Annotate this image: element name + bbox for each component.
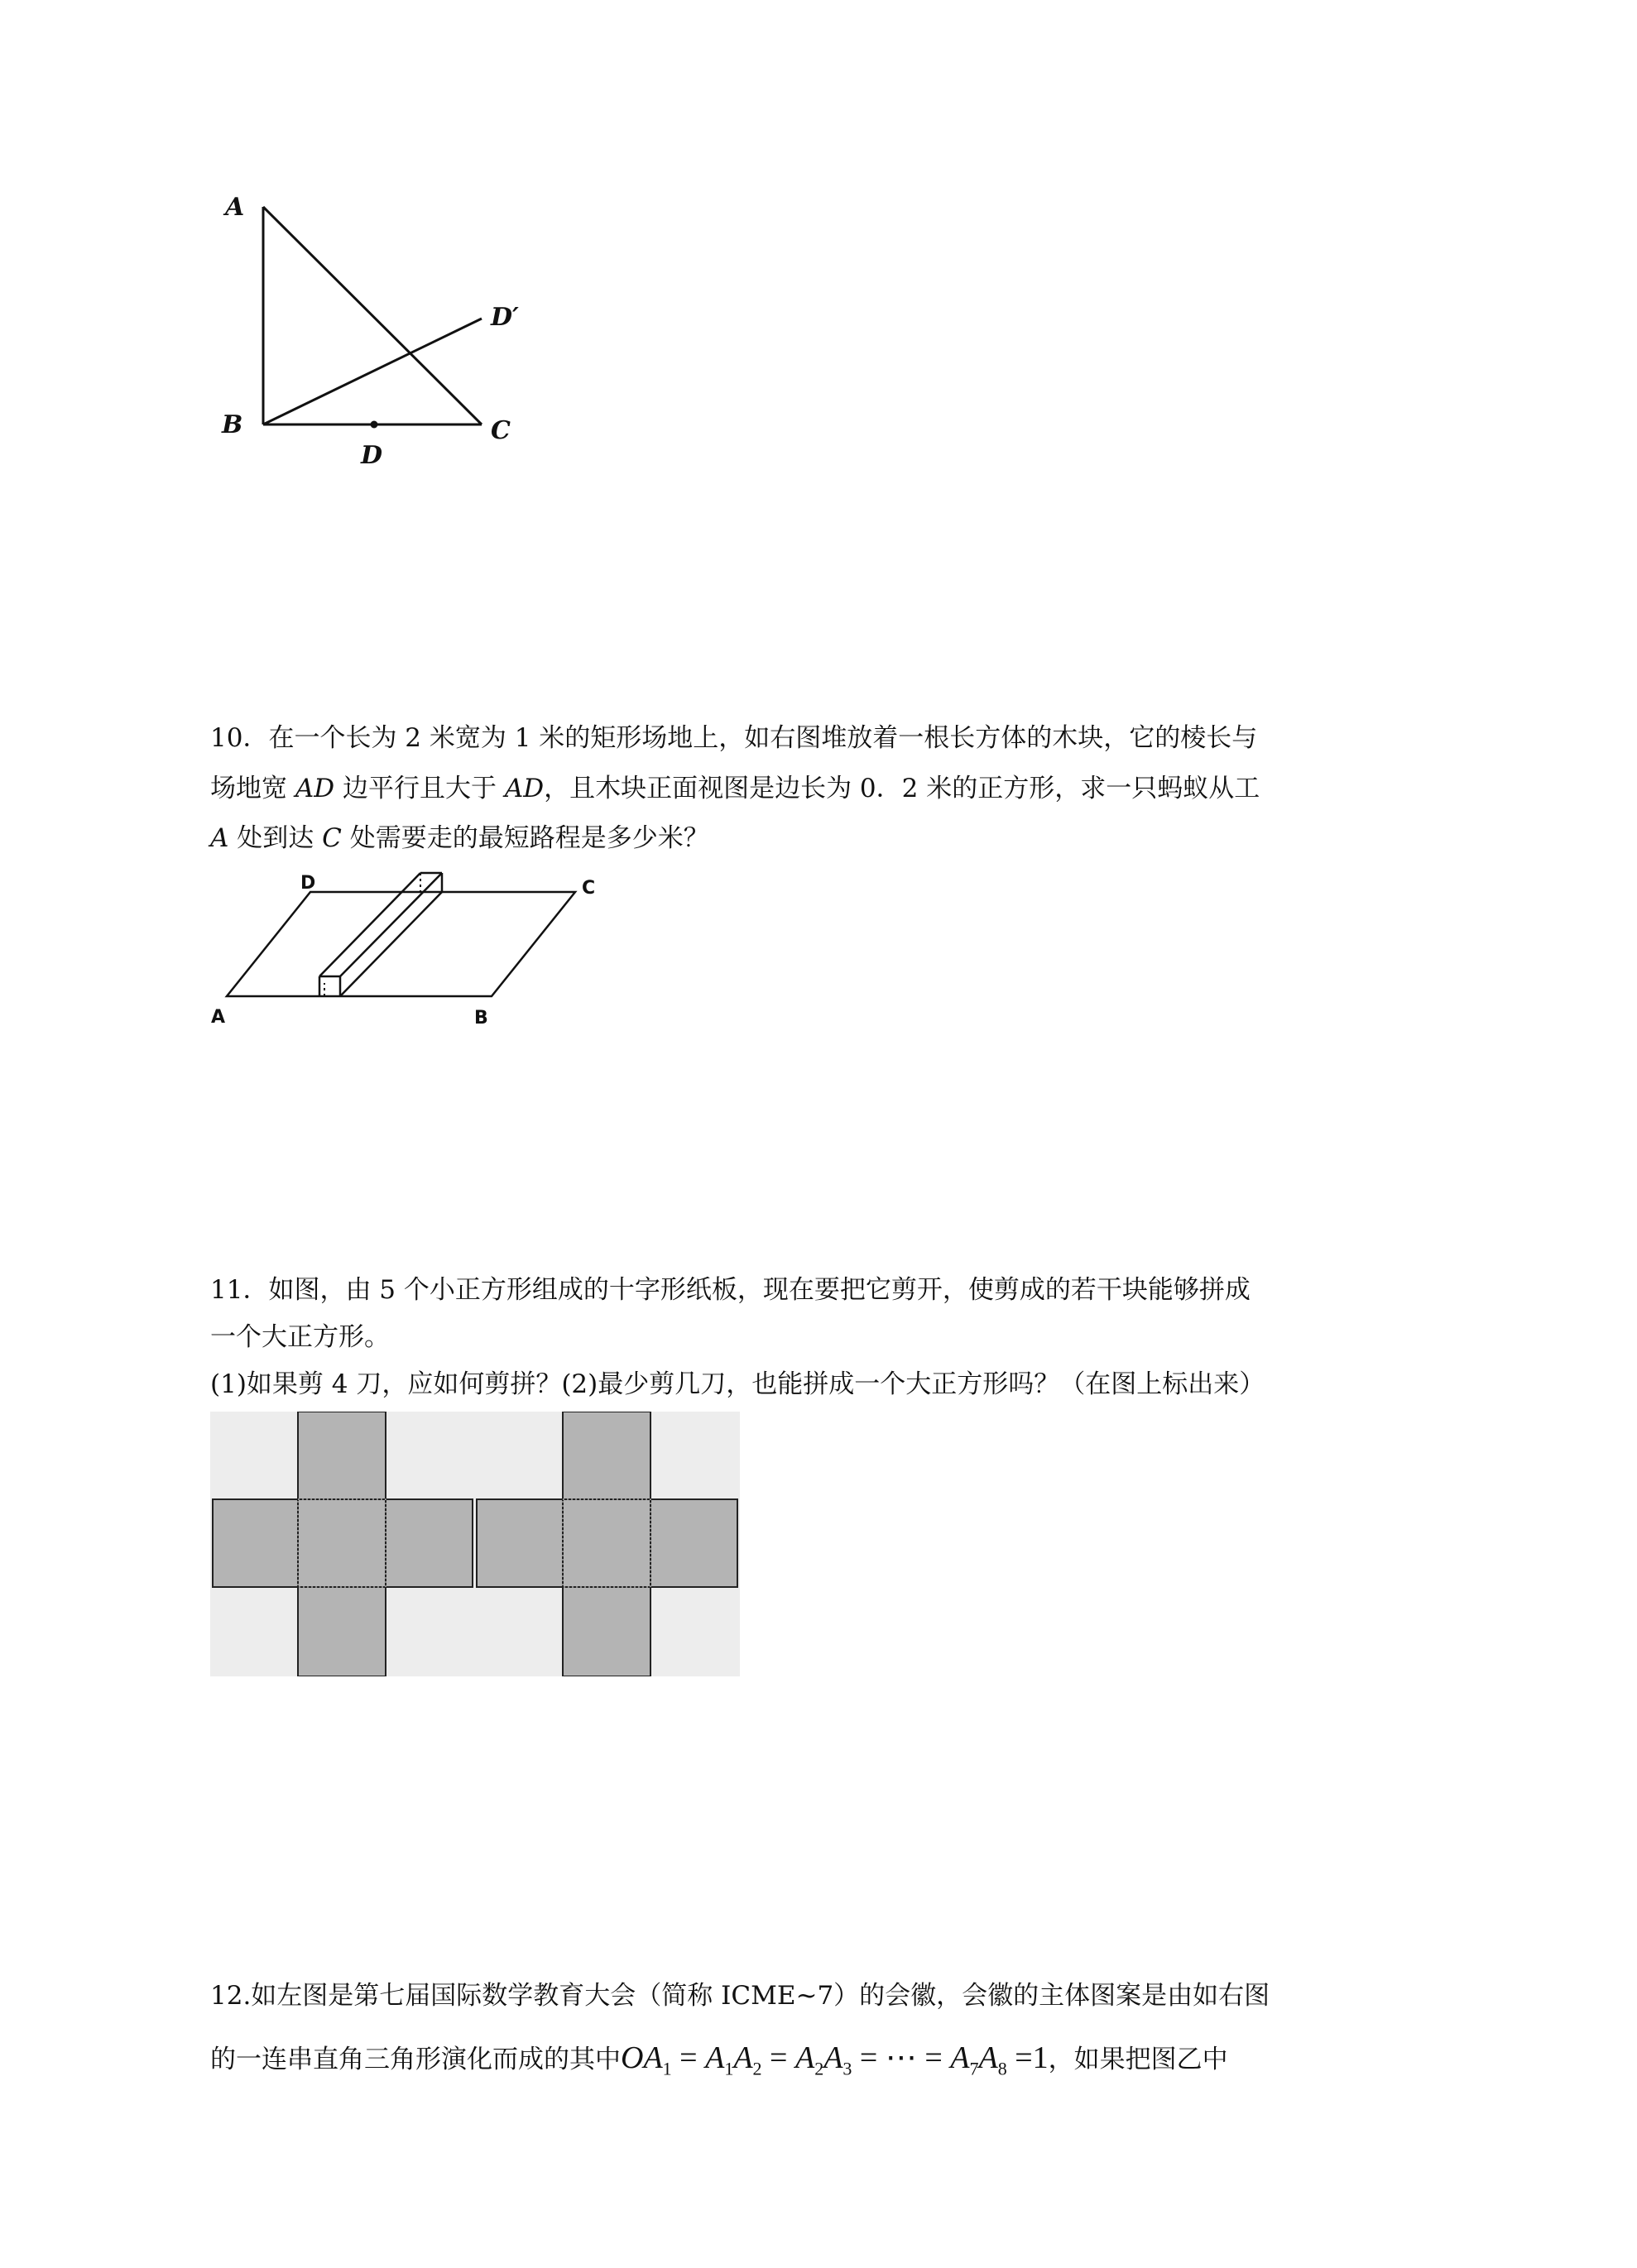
cross-square-bottom <box>298 1587 386 1676</box>
formula-eq: = <box>1015 2040 1033 2075</box>
q12-line-1: 12.如左图是第七届国际数学教育大会（简称 ICME~7）的会徽，会徽的主体图案是由如右图 <box>210 1981 1270 2011</box>
q10-var-ad: AD <box>295 774 335 803</box>
block-edge <box>340 892 442 996</box>
segment-AC <box>263 207 482 424</box>
formula-term: A <box>705 2040 725 2075</box>
formula-sub: 1 <box>724 2058 734 2079</box>
formula-sub: 3 <box>843 2058 852 2079</box>
label-A: A <box>211 1007 226 1028</box>
q10-line-3 <box>210 815 709 862</box>
cross-square-right <box>650 1499 737 1587</box>
formula-sub: 1 <box>662 2058 672 2079</box>
formula-term: A <box>978 2040 998 2075</box>
q12-formula <box>621 2040 1049 2079</box>
q10-var-a: A <box>210 823 229 853</box>
q12-line-2 <box>210 2032 1228 2095</box>
field-block-figure <box>203 867 617 1033</box>
formula-term: A <box>823 2040 843 2075</box>
formula-one: 1 <box>1032 2040 1049 2075</box>
formula-sub: 8 <box>997 2058 1007 2079</box>
formula-term: A <box>733 2040 753 2075</box>
q10-text: ，且木块正面视图是边长为 0．2 米的正方形，求一只蚂蚁从工 <box>544 774 1260 803</box>
label-D: D <box>361 441 383 470</box>
formula-sub: 7 <box>969 2058 979 2079</box>
label-C: C <box>491 416 511 445</box>
formula-sub: 2 <box>814 2058 824 2079</box>
q10-text: 边平行且大于 <box>334 774 505 803</box>
cross-square-top <box>563 1412 650 1499</box>
q11-line-2: 一个大正方形。 <box>210 1322 390 1352</box>
q12-text: 的一连串直角三角形演化而成的其中 <box>210 2045 621 2074</box>
cross-square-bottom <box>563 1587 650 1676</box>
point-D <box>371 421 378 429</box>
q10-line-2 <box>210 765 1260 813</box>
label-B: B <box>222 410 243 439</box>
formula-sub: 2 <box>752 2058 762 2079</box>
q11-line-3: (1)如果剪 4 刀，应如何剪拼？(2)最少剪几刀，也能拼成一个大正方形吗？（在图上标出来） <box>210 1369 1265 1399</box>
label-B: B <box>474 1008 488 1029</box>
block-edge <box>340 873 442 976</box>
q10-var-ad: AD <box>504 774 545 803</box>
cross-shapes-figure <box>210 1412 740 1676</box>
label-A: A <box>225 193 245 222</box>
cross-square-right <box>386 1499 473 1587</box>
q10-text: 处需要走的最短路程是多少米？ <box>341 823 709 853</box>
q10-line-1: 10．在一个长为 2 米宽为 1 米的矩形场地上，如右图堆放着一根长方体的木块，它的棱长与 <box>210 723 1258 753</box>
label-D-prime: D′ <box>491 303 519 332</box>
formula-eq: = <box>859 2040 878 2075</box>
cross-square-left <box>477 1499 563 1587</box>
formula-eq: = <box>679 2040 698 2075</box>
formula-term: A <box>794 2040 815 2075</box>
formula-eq: = <box>770 2040 788 2075</box>
q10-text: 处到达 <box>228 823 323 853</box>
q11-line-1: 11．如图，由 5 个小正方形组成的十字形纸板，现在要把它剪开，使剪成的若干块能够拼成 <box>210 1275 1251 1305</box>
formula-eq: = <box>924 2040 943 2075</box>
q12-text: ，如果把图乙中 <box>1048 2045 1228 2074</box>
cross-square-left <box>213 1499 298 1587</box>
cross-square-center <box>298 1499 386 1587</box>
field-parallelogram <box>227 892 575 996</box>
block-edge <box>319 873 420 976</box>
formula-term: OA <box>621 2040 663 2075</box>
cross-square-top <box>298 1412 386 1499</box>
formula-term: A <box>950 2040 970 2075</box>
formula-dots: ⋯ <box>885 2040 917 2075</box>
q10-text: 场地宽 <box>210 774 295 803</box>
triangle-figure <box>207 178 554 476</box>
cross-square-center <box>563 1499 650 1587</box>
q10-var-c: C <box>322 823 342 853</box>
segment-BDprime <box>263 319 482 424</box>
label-D: D <box>300 873 316 894</box>
label-C: C <box>582 878 596 899</box>
